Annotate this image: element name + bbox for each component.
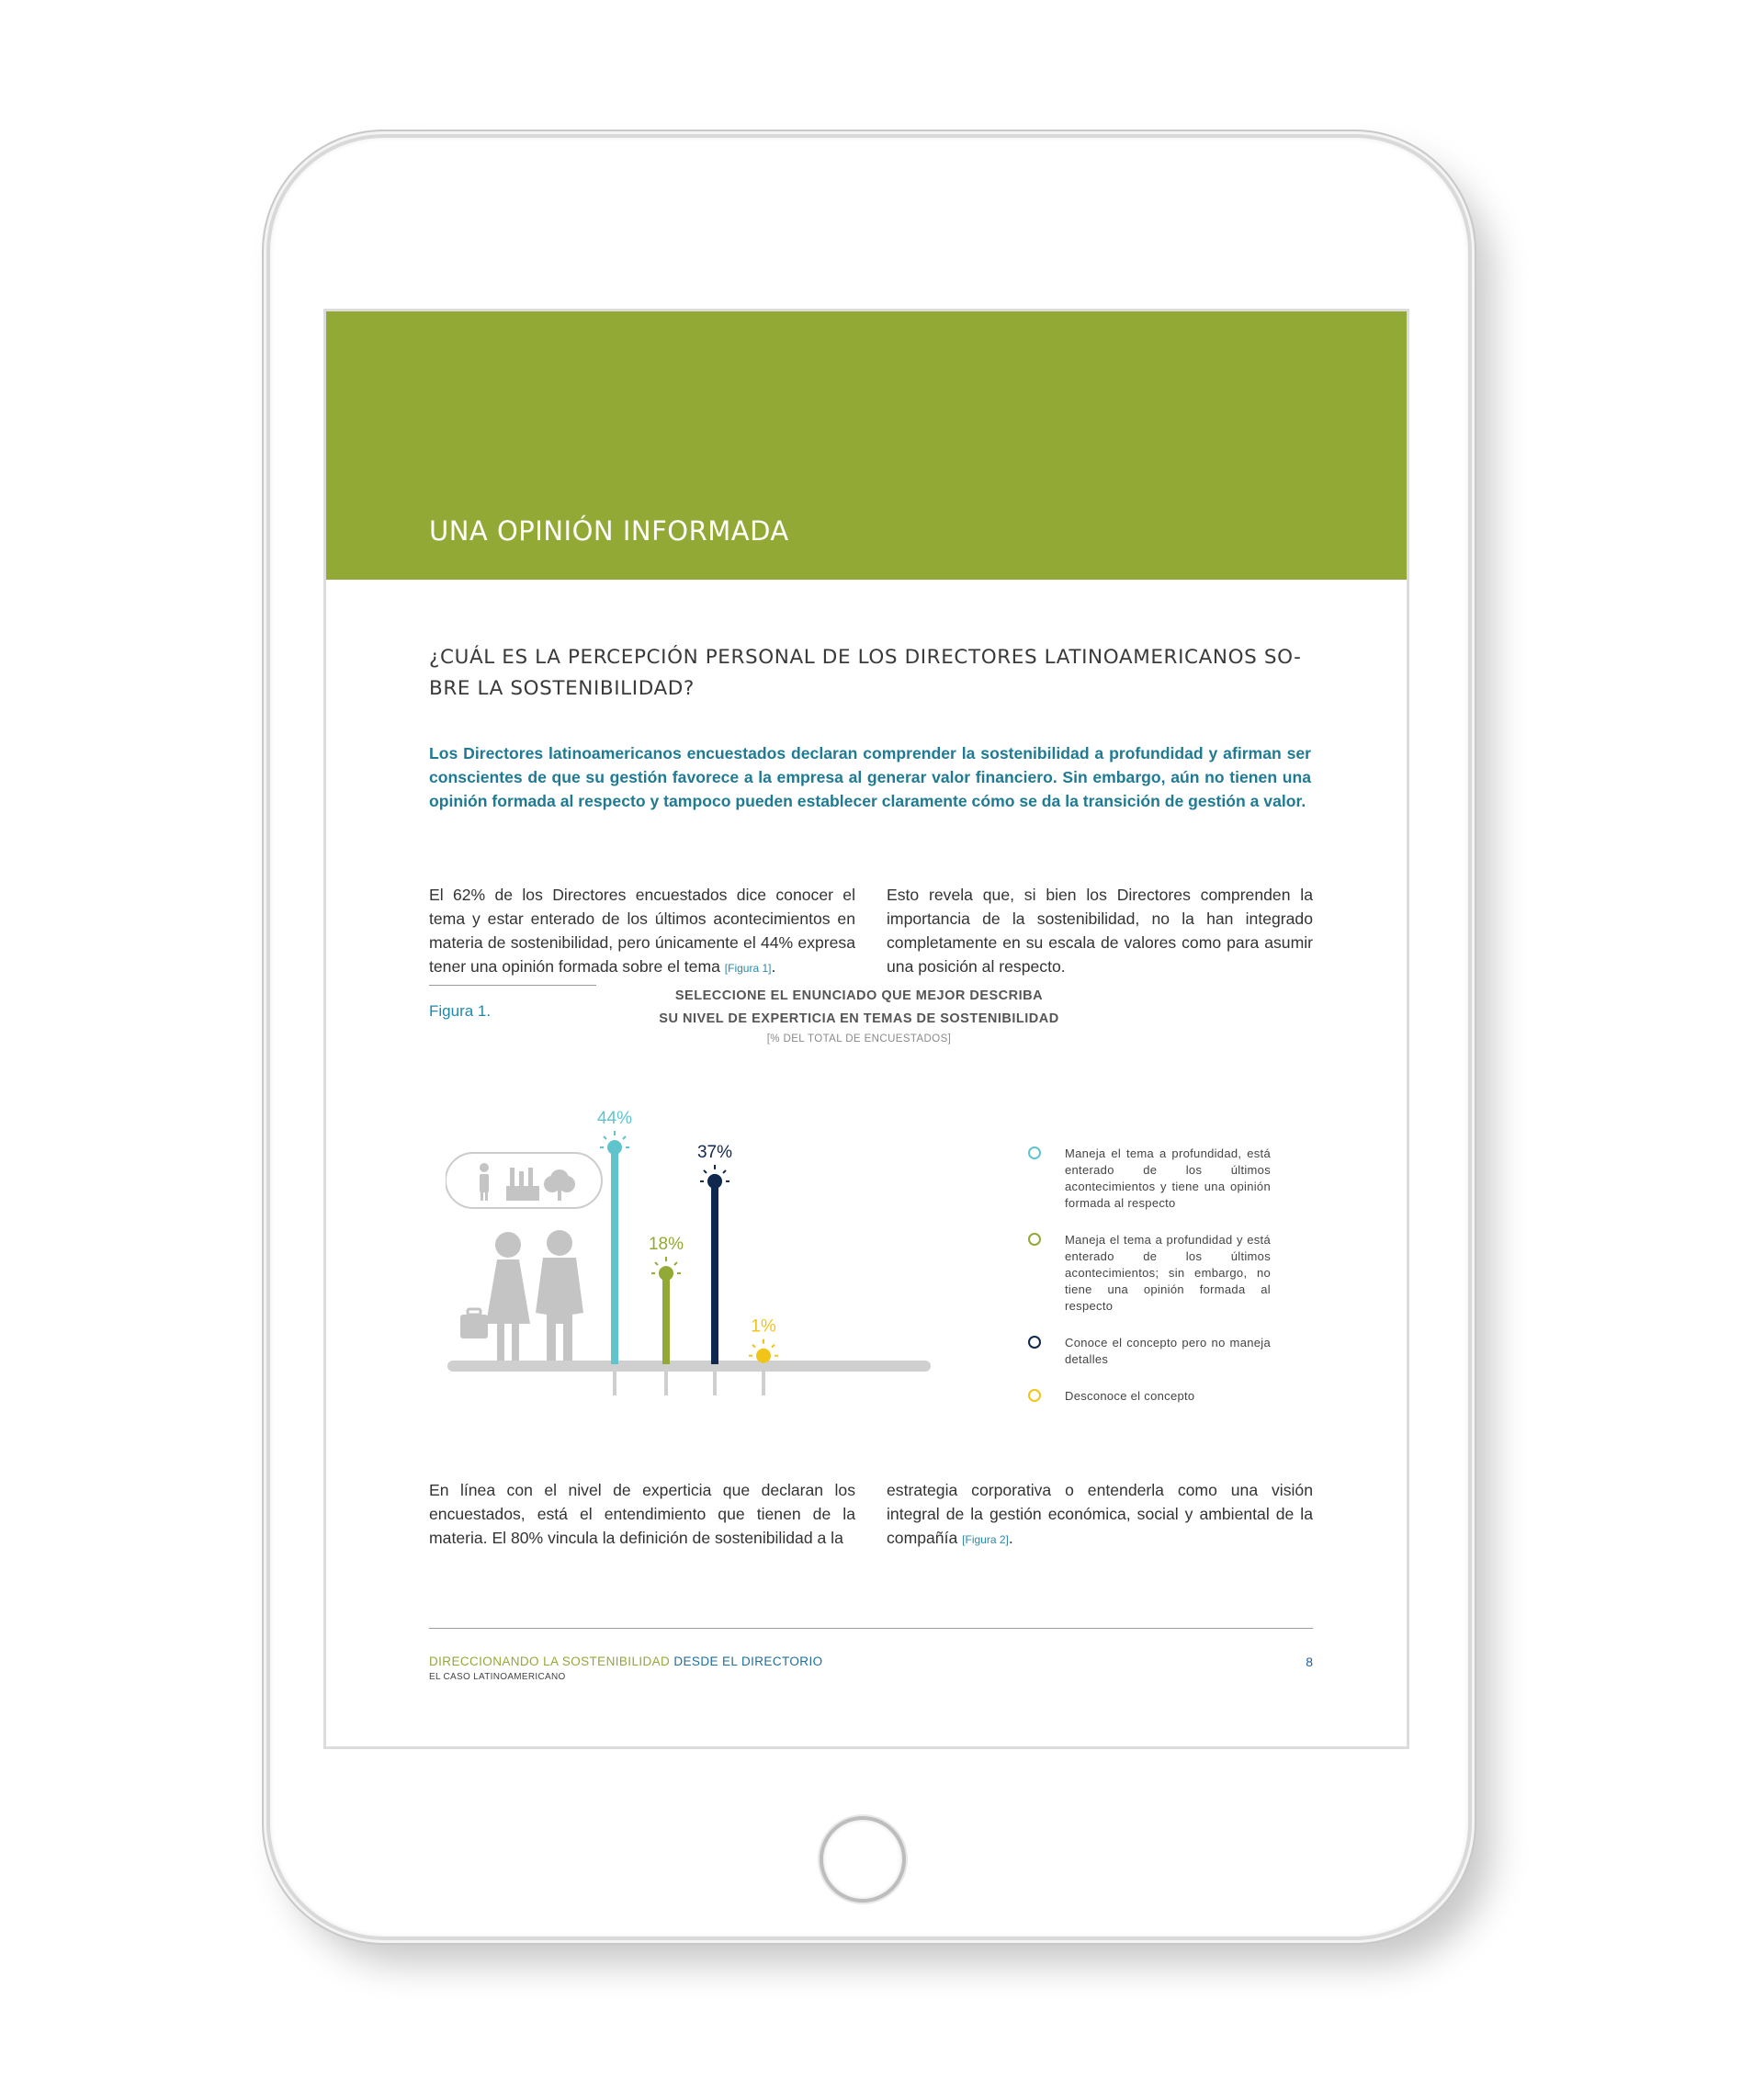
bar-ray-3-4 — [723, 1170, 726, 1173]
figure-2-reference[interactable]: [Figura 2] — [962, 1533, 1009, 1546]
outro-right-text: estrategia corporativa o entenderla como una visión integral de la gestión económica, social y ambiental de la compañía — [887, 1481, 1313, 1547]
value-label-3: 37% — [696, 1142, 733, 1162]
page-title: UNA OPINIÓN INFORMADA — [429, 515, 789, 547]
outro-left-column: En línea con el nivel de experticia que declaran los encuestados, está el entendimiento que tienen de la materia. El 80% vincula la definición de sostenibilidad a la — [429, 1481, 855, 1547]
legend-item-3 — [1024, 1335, 1271, 1368]
footer-title-blue: DESDE EL DIRECTORIO — [673, 1654, 823, 1668]
axis-tick-2 — [664, 1372, 668, 1395]
footer-rule — [429, 1628, 1313, 1629]
businesswoman-icon — [460, 1232, 530, 1361]
bar-ray-4-3 — [752, 1345, 755, 1348]
page-number: 8 — [1306, 1654, 1313, 1669]
figure-label: Figura 1. — [429, 1002, 492, 1020]
figure-1-reference[interactable]: [Figura 1] — [724, 962, 772, 975]
chart-legend — [1024, 1146, 1271, 1425]
legend-label-3: Conoce el concepto pero no maneja detalles — [1065, 1336, 1271, 1366]
intro-left-column — [429, 883, 855, 980]
value-label-1: 44% — [596, 1109, 633, 1128]
expertise-chart — [446, 1083, 960, 1395]
figure-title-line-1: SELECCIONE EL ENUNCIADO QUE MEJOR DESCRIBA — [674, 988, 1044, 1003]
legend-item-2 — [1024, 1232, 1271, 1315]
bar-ray-2-4 — [674, 1262, 677, 1265]
axis-tick-4 — [762, 1372, 765, 1395]
figure-title-line-2: SU NIVEL DE EXPERTICIA EN TEMAS DE SOSTENIBILIDAD — [659, 1011, 1059, 1026]
footer-subtitle: EL CASO LATINOAMERICANO — [429, 1672, 566, 1682]
outro-right-column — [887, 1478, 1313, 1552]
value-label-2: 18% — [648, 1235, 684, 1255]
footer-title-green: DIRECCIONANDO LA SOSTENIBILIDAD — [429, 1654, 671, 1668]
bar-3 — [711, 1185, 718, 1364]
bar-head-2 — [659, 1266, 673, 1281]
chart-baseline — [447, 1361, 931, 1372]
legend-label-1: Maneja el tema a profundidad, está enterado de los últimos acontecimientos y tiene una opinión formada al respecto — [1065, 1146, 1271, 1210]
legend-marker-1 — [1028, 1146, 1041, 1159]
figure-subtitle: [% DEL TOTAL DE ENCUESTADOS] — [766, 1033, 952, 1045]
bar-2 — [662, 1277, 670, 1364]
value-label-4: 1% — [751, 1316, 776, 1337]
legend-label-4: Desconoce el concepto — [1065, 1389, 1195, 1403]
bar-head-4 — [756, 1349, 771, 1363]
bar-ray-3-3 — [704, 1170, 707, 1173]
bar-ray-4-4 — [772, 1345, 775, 1348]
outro-right-end: . — [1008, 1529, 1013, 1547]
bar-ray-1-4 — [623, 1136, 626, 1139]
legend-marker-2 — [1028, 1233, 1041, 1246]
document-page — [323, 309, 1409, 1749]
legend-marker-3 — [1028, 1336, 1041, 1349]
thought-bubble — [446, 1153, 602, 1208]
bar-ray-2-3 — [655, 1262, 658, 1265]
home-button[interactable] — [820, 1816, 906, 1903]
axis-tick-1 — [613, 1372, 616, 1395]
legend-label-2: Maneja el tema a profundidad y está enterado de los últimos acontecimientos; sin embargo, no tiene una opinión formada al respecto — [1065, 1233, 1271, 1313]
figure-rule — [429, 985, 596, 986]
businessman-icon — [536, 1230, 583, 1362]
bar-head-1 — [607, 1140, 622, 1155]
bar-1 — [611, 1151, 618, 1364]
footer-title — [429, 1654, 823, 1668]
figure-title — [629, 985, 1089, 1031]
bar-head-3 — [707, 1174, 722, 1189]
legend-item-1 — [1024, 1146, 1271, 1212]
legend-marker-4 — [1028, 1389, 1041, 1402]
intro-left-end: . — [771, 957, 776, 976]
intro-right-column: Esto revela que, si bien los Directores comprenden la importancia de la sostenibilidad, no la han integrado completamente en su escala de valores como para asumir una posición al respecto. — [887, 886, 1313, 976]
axis-tick-3 — [713, 1372, 717, 1395]
header-band — [326, 311, 1407, 580]
section-question: ¿CUÁL ES LA PERCEPCIÓN PERSONAL DE LOS DIRECTORES LATINOAMERICANOS SO-BRE LA SOSTENIBILIDAD? — [429, 646, 1302, 700]
intro-left-text: El 62% de los Directores encuestados dice conocer el tema y estar enterado de los últimos acontecimientos en materia de sostenibilidad, pero únicamente el 44% expresa tener una opinión formada sobre el tema — [429, 886, 855, 976]
bar-ray-1-3 — [604, 1136, 606, 1139]
legend-item-4 — [1024, 1388, 1271, 1405]
lead-paragraph: Los Directores latinoamericanos encuestados declaran comprender la sostenibilidad a profundidad y afirman ser conscientes de que su gestión favorece a la empresa al generar valor financiero. Sin embargo, aún no tienen una opinión formada al respecto y tampoco pueden establecer claramente cómo se da la transición de gestión a valor. — [429, 744, 1311, 810]
